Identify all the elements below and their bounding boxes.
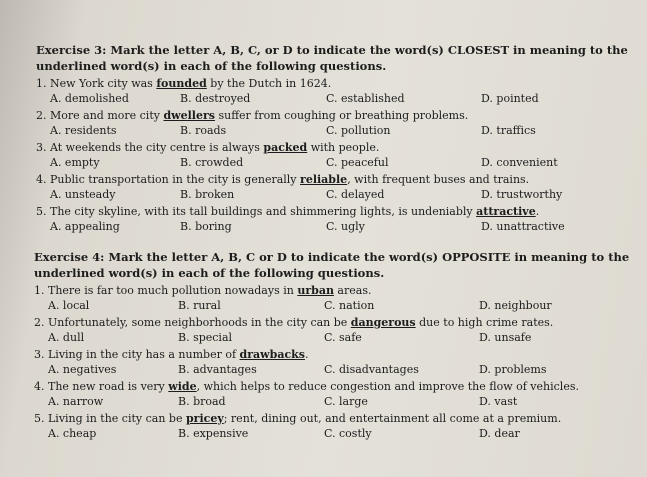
question-item xyxy=(34,283,643,313)
exercise-3 xyxy=(36,42,643,234)
question-stem xyxy=(34,411,643,426)
question-text-after: , which helps to reduce congestion and improve the flow of vehicles. xyxy=(196,380,579,393)
exercise-4 xyxy=(34,249,643,441)
question-text-after: ; rent, dining out, and entertainment all come at a premium. xyxy=(223,412,562,425)
answer-option: A. local xyxy=(48,299,90,312)
question-text-after: . xyxy=(535,205,540,218)
answer-option: A. dull xyxy=(48,331,85,344)
answer-option: C. safe xyxy=(324,331,362,344)
underlined-word: reliable xyxy=(300,173,348,186)
answer-options xyxy=(34,426,643,441)
question-text-before: Living in the city has a number of xyxy=(48,348,240,361)
underlined-word: attractive xyxy=(476,205,536,218)
answer-options xyxy=(36,187,643,202)
answer-option: A. empty xyxy=(50,156,100,169)
answer-option: A. appealing xyxy=(50,220,120,233)
answer-option: B. boring xyxy=(180,220,232,233)
question-item xyxy=(36,140,643,170)
question-stem xyxy=(34,379,643,394)
question-number: 2. xyxy=(36,109,47,122)
answer-options xyxy=(34,394,643,409)
question-item xyxy=(34,315,643,345)
underlined-word: founded xyxy=(156,77,207,90)
question-number: 1. xyxy=(34,284,45,297)
answer-option: D. pointed xyxy=(481,92,539,105)
answer-option: B. roads xyxy=(180,124,227,137)
question-text-before: Living in the city can be xyxy=(48,412,186,425)
answer-option: B. expensive xyxy=(178,427,249,440)
answer-option: C. ugly xyxy=(326,220,365,233)
underlined-word: wide xyxy=(168,380,197,393)
question-item xyxy=(34,411,643,441)
question-text-after: suffer from coughing or breathing problems. xyxy=(214,109,469,122)
answer-option: D. dear xyxy=(479,427,520,440)
answer-option: D. unsafe xyxy=(479,331,532,344)
question-stem xyxy=(36,108,643,123)
answer-option: B. broad xyxy=(178,395,226,408)
question-text-before: The new road is very xyxy=(48,380,169,393)
answer-option: D. vast xyxy=(479,395,518,408)
question-stem xyxy=(34,315,643,330)
question-number: 1. xyxy=(36,77,47,90)
exercise-3-heading: Exercise 3: Mark the letter A, B, C, or D to indicate the word(s) CLOSEST in meaning to the underlined word(s) in each of the following questions. xyxy=(36,43,628,73)
answer-option: B. crowded xyxy=(180,156,244,169)
question-text-after: due to high crime rates. xyxy=(415,316,554,329)
answer-options xyxy=(36,123,643,138)
answer-option: C. peaceful xyxy=(326,156,389,169)
underlined-word: urban xyxy=(297,284,334,297)
answer-option: A. negatives xyxy=(48,363,117,376)
question-number: 4. xyxy=(34,380,45,393)
question-stem xyxy=(34,347,643,362)
question-number: 2. xyxy=(34,316,45,329)
question-item xyxy=(34,379,643,409)
question-item xyxy=(36,172,643,202)
answer-option: A. narrow xyxy=(48,395,104,408)
underlined-word: dwellers xyxy=(163,109,215,122)
answer-option: A. cheap xyxy=(48,427,97,440)
question-stem xyxy=(36,172,643,187)
answer-option: D. problems xyxy=(479,363,547,376)
question-stem xyxy=(34,283,643,298)
answer-option: A. unsteady xyxy=(50,188,116,201)
answer-option: D. neighbour xyxy=(479,299,552,312)
answer-option: B. destroyed xyxy=(180,92,251,105)
answer-options xyxy=(34,362,643,377)
answer-option: C. costly xyxy=(324,427,372,440)
question-text-before: Public transportation in the city is generally xyxy=(50,173,301,186)
question-text-after: areas. xyxy=(333,284,372,297)
answer-option: D. traffics xyxy=(481,124,536,137)
underlined-word: pricey xyxy=(185,412,224,425)
answer-option: D. trustworthy xyxy=(481,188,563,201)
answer-options xyxy=(36,91,643,106)
question-text-after: with people. xyxy=(307,141,380,154)
question-item xyxy=(34,347,643,377)
answer-option: A. demolished xyxy=(50,92,129,105)
answer-option: C. pollution xyxy=(326,124,391,137)
exercise-3-questions xyxy=(36,76,643,234)
question-item xyxy=(36,108,643,138)
question-text-before: There is far too much pollution nowadays in xyxy=(48,284,298,297)
answer-option: D. convenient xyxy=(481,156,558,169)
answer-option: B. special xyxy=(178,331,233,344)
answer-option: B. rural xyxy=(178,299,221,312)
question-item xyxy=(36,76,643,106)
answer-option: D. unattractive xyxy=(481,220,565,233)
answer-option: C. large xyxy=(324,395,368,408)
answer-option: C. nation xyxy=(324,299,375,312)
question-number: 5. xyxy=(34,412,45,425)
question-text-before: New York city was xyxy=(50,77,157,90)
question-text-before: More and more city xyxy=(50,109,164,122)
answer-option: C. established xyxy=(326,92,405,105)
question-number: 3. xyxy=(34,348,45,361)
question-number: 3. xyxy=(36,141,47,154)
question-number: 4. xyxy=(36,173,47,186)
answer-option: B. advantages xyxy=(178,363,257,376)
answer-option: C. delayed xyxy=(326,188,385,201)
underlined-word: dangerous xyxy=(350,316,416,329)
question-text-after: , with frequent buses and trains. xyxy=(347,173,530,186)
question-text-before: At weekends the city centre is always xyxy=(50,141,264,154)
answer-options xyxy=(34,298,643,313)
question-number: 5. xyxy=(36,205,47,218)
answer-options xyxy=(34,330,643,345)
exercise-4-questions xyxy=(34,283,643,441)
exercise-4-heading: Exercise 4: Mark the letter A, B, C or D to indicate the word(s) OPPOSITE in meaning to the underlined word(s) in each of the following questions. xyxy=(34,250,630,280)
answer-options xyxy=(36,155,643,170)
question-text-after: . xyxy=(304,348,309,361)
question-stem xyxy=(36,140,643,155)
question-text-before: The city skyline, with its tall buildings and shimmering lights, is undeniably xyxy=(50,205,477,218)
answer-option: B. broken xyxy=(180,188,235,201)
answer-options xyxy=(36,219,643,234)
question-stem xyxy=(36,204,643,219)
question-text-before: Unfortunately, some neighborhoods in the city can be xyxy=(48,316,351,329)
question-text-after: by the Dutch in 1624. xyxy=(206,77,332,90)
question-item xyxy=(36,204,643,234)
underlined-word: drawbacks xyxy=(239,348,305,361)
answer-option: A. residents xyxy=(50,124,117,137)
answer-option: C. disadvantages xyxy=(324,363,419,376)
question-stem xyxy=(36,76,643,91)
underlined-word: packed xyxy=(263,141,308,154)
